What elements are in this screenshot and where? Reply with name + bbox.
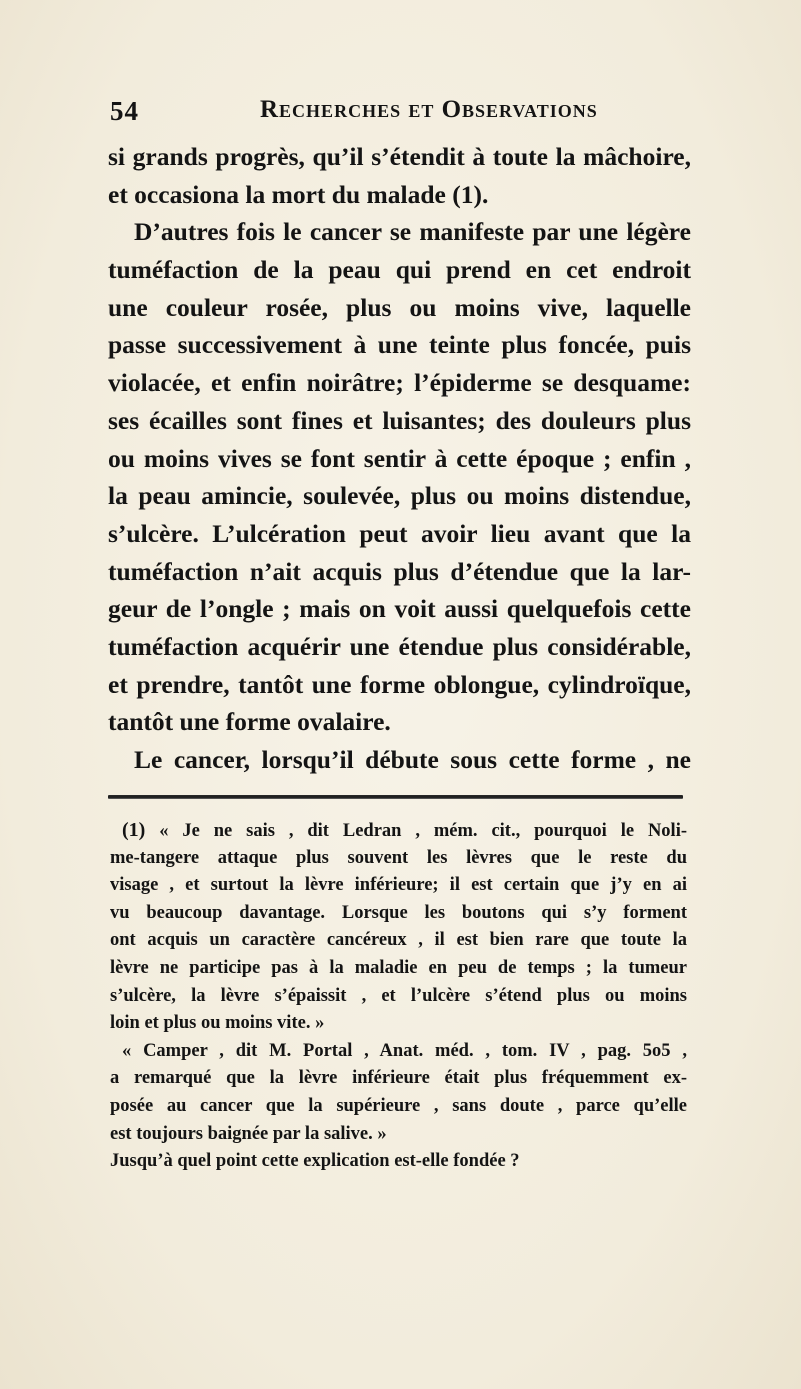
body-line: et prendre, tantôt une forme oblongue, cylindroïque, (108, 669, 691, 699)
footnote-line: lèvre ne participe pas à la maladie en peu de temps ; la tumeur (110, 957, 687, 978)
footnote-marker: (1) (122, 819, 146, 841)
page-number: 54 (110, 96, 139, 126)
footnote-first-line-text: « Je ne sais , dit Ledran , mém. cit., pourquoi le Noli- (159, 821, 688, 841)
footnote-line: est toujours baignée par la salive. » (110, 1123, 387, 1144)
footnote-line: « Camper , dit M. Portal , Anat. méd. , tom. IV , pag. 5o5 , (122, 1040, 687, 1061)
body-line: tuméfaction n’ait acquis plus d’étendue que la lar- (108, 556, 691, 586)
body-line: passe successivement à une teinte plus foncée, puis (108, 330, 691, 360)
body-text (108, 138, 691, 779)
footnote (110, 817, 687, 1176)
footnote-line: loin et plus ou moins vite. » (110, 1013, 325, 1034)
body-line: la peau amincie, soulevée, plus ou moins distendue, (108, 481, 691, 511)
footnote-line: ont acquis un caractère cancéreux , il est bien rare que toute la (110, 930, 687, 951)
body-line: ou moins vives se font sentir à cette époque ; enfin , (108, 443, 691, 473)
running-head: Recherches et Observations (260, 96, 598, 123)
footnote-line: visage , et surtout la lèvre inférieure; il est certain que j’y en ai (110, 875, 687, 896)
footnote-line: s’ulcère, la lèvre s’épaissit , et l’ulcère s’étend plus ou moins (110, 985, 687, 1006)
footnote-line: a remarqué que la lèvre inférieure était plus fréquemment ex- (110, 1068, 687, 1089)
body-line: s’ulcère. L’ulcération peut avoir lieu avant que la (108, 518, 691, 548)
footnote-line: posée au cancer que la supérieure , sans doute , parce qu’elle (110, 1095, 687, 1116)
footnote-line (110, 817, 687, 845)
body-line: violacée, et enfin noirâtre; l’épiderme se desquame: (108, 368, 691, 398)
body-line: D’autres fois le cancer se manifeste par une légère (134, 217, 691, 247)
footnote-separator (108, 795, 683, 799)
footnote-line: me-tangere attaque plus souvent les lèvres que le reste du (110, 847, 687, 868)
body-line: tantôt une forme ovalaire. (108, 707, 391, 737)
body-line: si grands progrès, qu’il s’étendit à toute la mâchoire, (108, 142, 691, 171)
body-line: tuméfaction acquérir une étendue plus considérable, (108, 631, 691, 661)
body-line: Le cancer, lorsqu’il débute sous cette forme , ne (134, 745, 691, 774)
page-header (110, 96, 690, 136)
body-line: tuméfaction de la peau qui prend en cet endroit (108, 255, 691, 285)
footnote-line: Jusqu’à quel point cette explication est-elle fondée ? (110, 1151, 520, 1172)
body-line: une couleur rosée, plus ou moins vive, laquelle (108, 292, 691, 322)
body-line: geur de l’ongle ; mais on voit aussi quelquefois cette (108, 594, 691, 624)
body-line: et occasiona la mort du malade (1). (108, 179, 489, 209)
footnote-line: vu beaucoup davantage. Lorsque les boutons qui s’y forment (110, 902, 687, 923)
body-line: ses écailles sont fines et luisantes; des douleurs plus (108, 405, 691, 435)
